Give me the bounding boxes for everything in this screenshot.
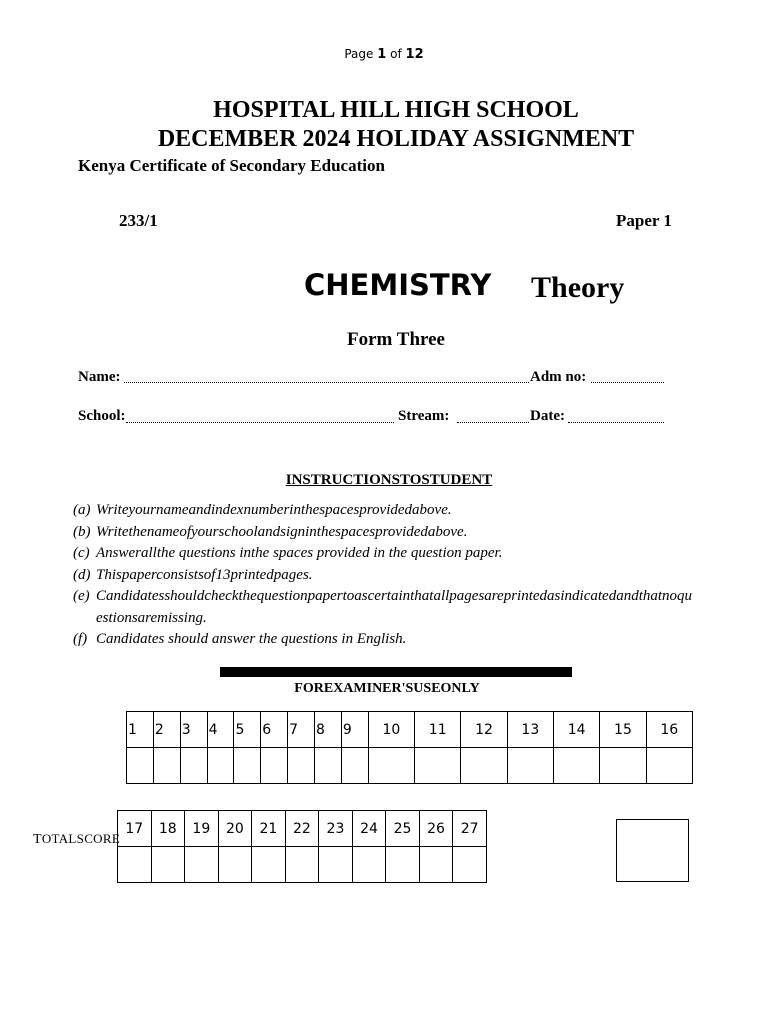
instruction-item — [73, 522, 693, 544]
page-current: 1 — [377, 47, 387, 62]
score-cell[interactable] — [234, 748, 261, 784]
instruction-letter: (a) — [73, 502, 91, 518]
question-number: 13 — [507, 712, 553, 748]
score-cell[interactable] — [118, 847, 152, 883]
component-title: Theory — [531, 271, 625, 304]
score-cell[interactable] — [553, 748, 599, 784]
question-number: 26 — [419, 811, 453, 847]
exam-body: Kenya Certificate of Secondary Education — [78, 156, 385, 175]
score-cell[interactable] — [600, 748, 646, 784]
total-score-box[interactable] — [616, 819, 689, 882]
paper-code: 233/1 — [119, 211, 158, 230]
question-number: 15 — [600, 712, 646, 748]
question-number: 2 — [153, 712, 180, 748]
total-score-label — [33, 831, 120, 848]
instruction-item — [73, 565, 693, 587]
page-word: Page — [344, 47, 374, 61]
instruction-text: Thispaperconsistsof13printedpages. — [96, 566, 313, 583]
score-cell[interactable] — [153, 748, 180, 784]
question-number: 16 — [646, 712, 692, 748]
score-cell[interactable] — [368, 748, 414, 784]
school-label: School: — [78, 408, 126, 424]
instruction-text: Writethenameofyourschoolandsigninthespacesprovidedabove. — [96, 523, 468, 540]
question-number: 8 — [315, 712, 342, 748]
question-number: 3 — [180, 712, 207, 748]
score-cell[interactable] — [288, 748, 315, 784]
instruction-text: Candidates should answer the questions in English. — [96, 631, 407, 647]
question-number: 4 — [207, 712, 234, 748]
instruction-letter: (e) — [73, 588, 90, 604]
score-entry-row — [118, 847, 487, 883]
page-total: 12 — [405, 47, 424, 62]
subject-title: CHEMISTRY — [304, 268, 492, 302]
score-cell[interactable] — [341, 748, 368, 784]
question-number: 22 — [285, 811, 319, 847]
score-cell[interactable] — [453, 847, 487, 883]
question-number: 11 — [415, 712, 461, 748]
score-cell[interactable] — [646, 748, 692, 784]
score-table-1 — [126, 711, 693, 784]
page-number — [0, 47, 768, 62]
instruction-item — [73, 629, 693, 651]
name-field[interactable] — [124, 382, 529, 383]
question-number: 18 — [151, 811, 185, 847]
score-cell[interactable] — [127, 748, 154, 784]
paper-number: Paper 1 — [616, 211, 672, 230]
question-number: 21 — [252, 811, 286, 847]
question-number: 6 — [261, 712, 288, 748]
date-label: Date: — [530, 408, 565, 424]
score-cell[interactable] — [151, 847, 185, 883]
instruction-letter: (d) — [73, 566, 91, 583]
score-cell[interactable] — [252, 847, 286, 883]
question-number: 19 — [185, 811, 219, 847]
score-cell[interactable] — [285, 847, 319, 883]
score-cell[interactable] — [218, 847, 252, 883]
question-number: 9 — [341, 712, 368, 748]
question-number-row — [127, 712, 693, 748]
name-label: Name: — [78, 369, 121, 385]
total-label-rest: OTALSCORE — [41, 831, 121, 846]
instruction-letter: (f) — [73, 631, 88, 647]
question-number: 27 — [453, 811, 487, 847]
score-cell[interactable] — [315, 748, 342, 784]
score-table-2 — [117, 810, 487, 883]
question-number: 12 — [461, 712, 507, 748]
question-number: 25 — [386, 811, 420, 847]
question-number-row — [118, 811, 487, 847]
question-number: 5 — [234, 712, 261, 748]
page-of: of — [390, 47, 402, 61]
score-cell[interactable] — [352, 847, 386, 883]
instruction-text: Candidatesshouldcheckthequestionpapertoascertainthatallpagesareprintedasindicatedandthatnoquestionsaremissing. — [96, 588, 693, 626]
instruction-text: Writeyournameandindexnumberinthespacesprovidedabove. — [96, 502, 452, 518]
score-cell[interactable] — [207, 748, 234, 784]
question-number: 7 — [288, 712, 315, 748]
form-level: Form Three — [347, 329, 445, 350]
assignment-title: DECEMBER 2024 HOLIDAY ASSIGNMENT — [157, 126, 635, 152]
date-field[interactable] — [568, 422, 664, 423]
score-cell[interactable] — [507, 748, 553, 784]
divider-bar — [220, 667, 572, 677]
question-number: 10 — [368, 712, 414, 748]
question-number: 17 — [118, 811, 152, 847]
question-number: 14 — [553, 712, 599, 748]
question-number: 23 — [319, 811, 353, 847]
score-cell[interactable] — [386, 847, 420, 883]
instructions-list — [73, 500, 693, 651]
instruction-item — [73, 586, 693, 629]
instruction-text: Answerallthe questions inthe spaces provided in the question paper. — [96, 545, 503, 561]
instruction-item — [73, 500, 693, 522]
adm-label: Adm no: — [530, 369, 587, 385]
score-cell[interactable] — [180, 748, 207, 784]
instruction-letter: (c) — [73, 545, 90, 561]
school-field[interactable] — [126, 422, 394, 423]
question-number: 20 — [218, 811, 252, 847]
score-cell[interactable] — [185, 847, 219, 883]
instruction-item — [73, 543, 693, 565]
examiner-heading: FOREXAMINER'SUSEONLY — [294, 681, 480, 696]
instructions-heading: INSTRUCTIONSTOSTUDENT — [285, 472, 493, 488]
score-cell[interactable] — [419, 847, 453, 883]
adm-field[interactable] — [591, 382, 664, 383]
instruction-letter: (b) — [73, 523, 91, 540]
stream-label: Stream: — [398, 408, 450, 424]
stream-field[interactable] — [457, 422, 529, 423]
question-number: 1 — [127, 712, 154, 748]
score-cell[interactable] — [319, 847, 353, 883]
question-number: 24 — [352, 811, 386, 847]
score-cell[interactable] — [461, 748, 507, 784]
score-cell[interactable] — [261, 748, 288, 784]
school-name: HOSPITAL HILL HIGH SCHOOL — [213, 97, 579, 123]
score-cell[interactable] — [415, 748, 461, 784]
score-entry-row — [127, 748, 693, 784]
total-label-initial: T — [33, 832, 42, 847]
